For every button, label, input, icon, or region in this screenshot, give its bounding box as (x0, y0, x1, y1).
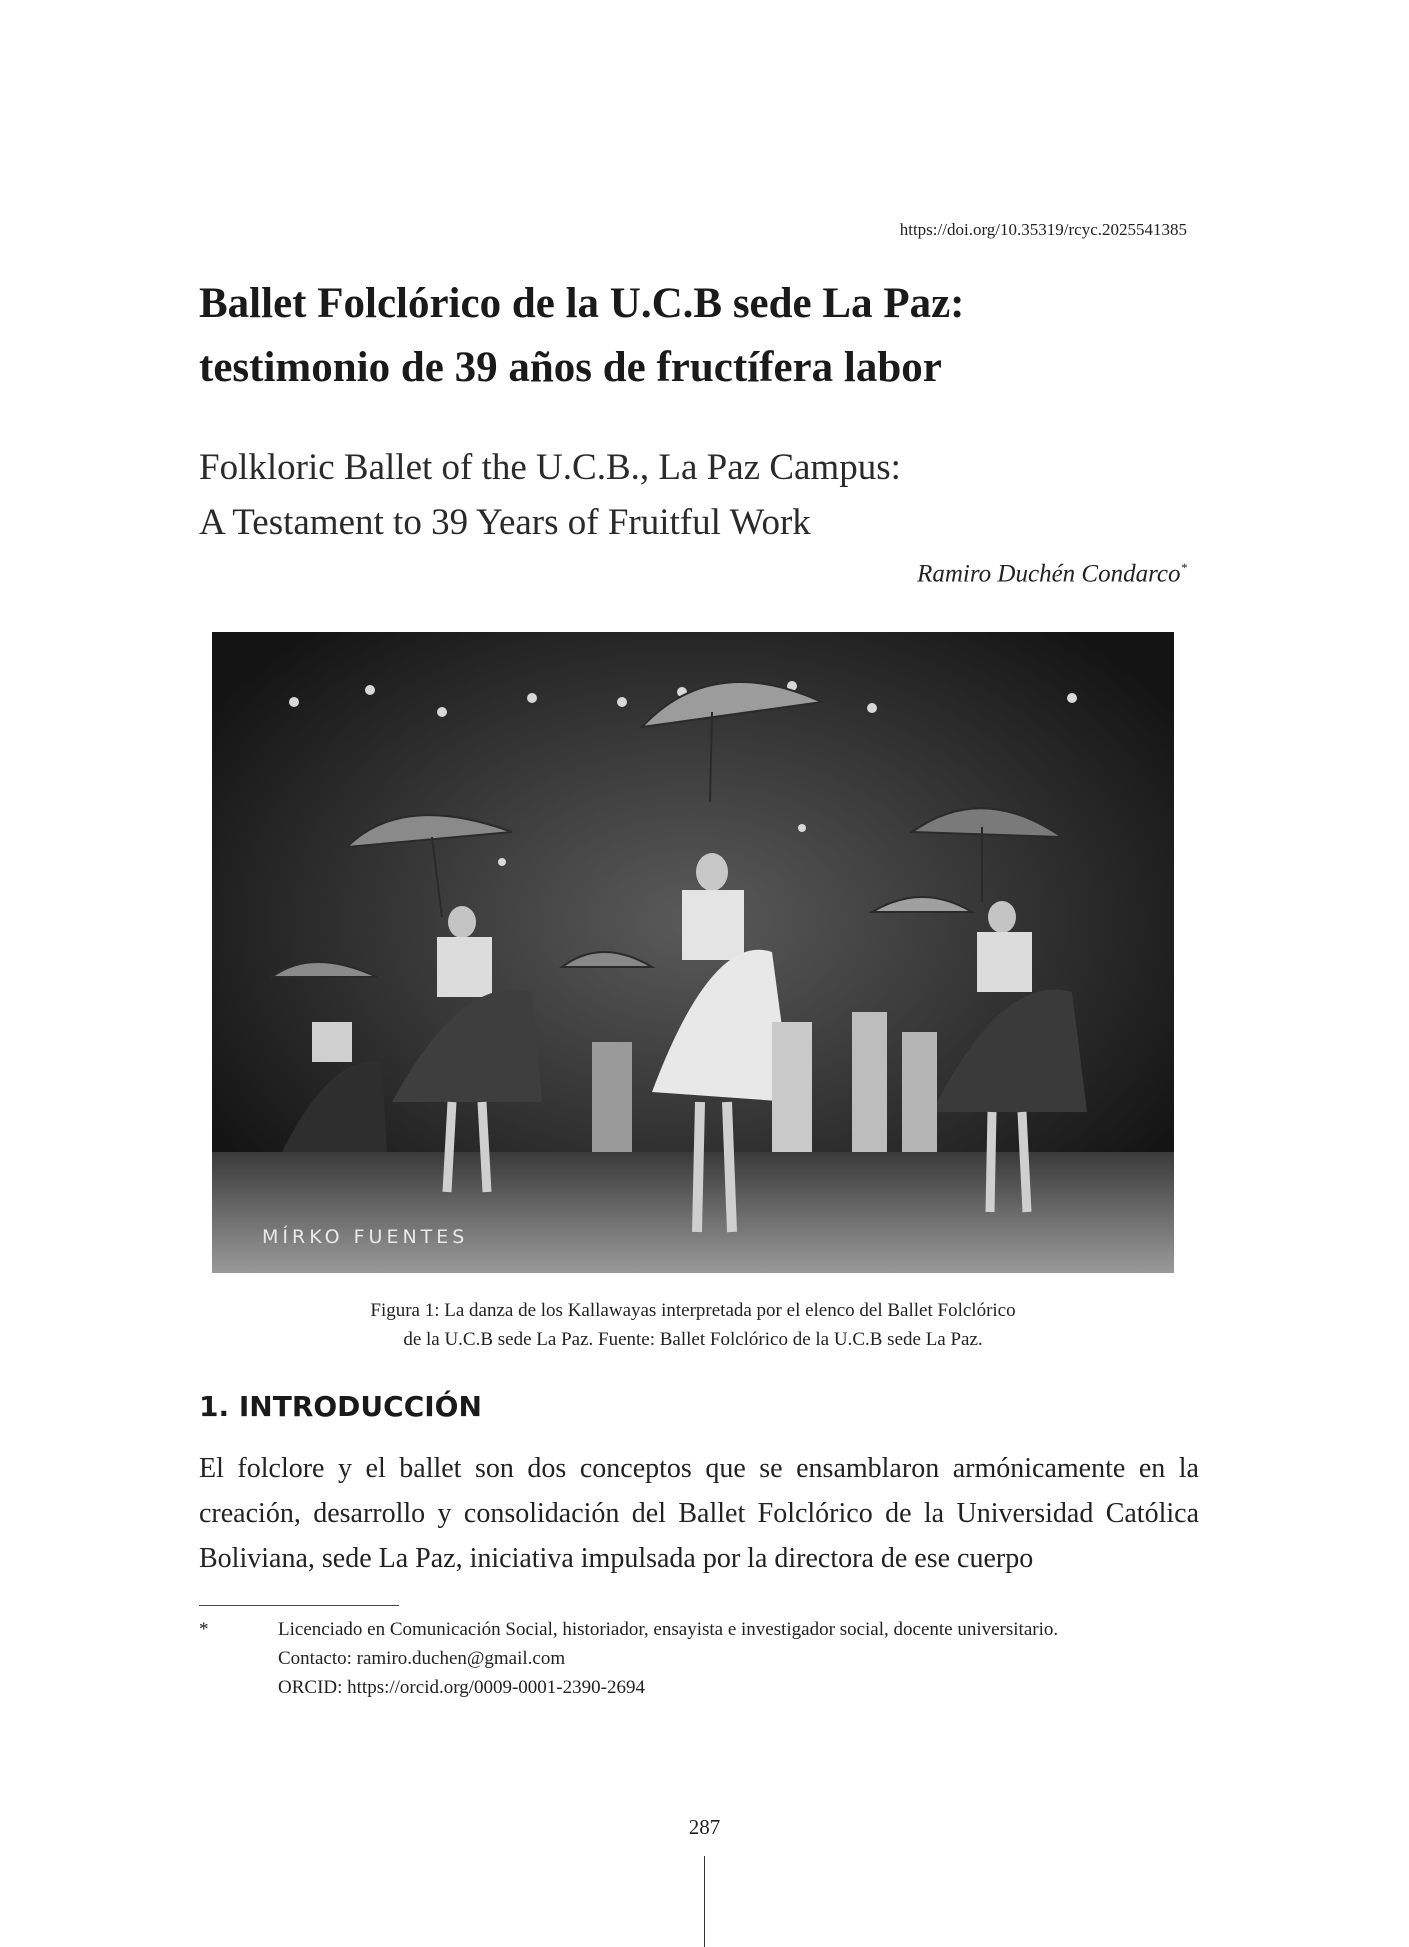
title-line-1: Ballet Folclórico de la U.C.B sede La Paz: (199, 280, 965, 327)
footnote-orcid[interactable]: ORCID: https://orcid.org/0009-0001-2390-2694 (278, 1677, 645, 1698)
author-footnote-mark[interactable]: * (1180, 560, 1187, 575)
article-title (199, 272, 1209, 400)
page-center-rule (704, 1856, 705, 1947)
page-number: 287 (688, 1815, 721, 1839)
footnote-contact[interactable]: Contacto: ramiro.duchen@gmail.com (278, 1648, 566, 1669)
doi-link[interactable]: https://doi.org/10.35319/rcyc.2025541385 (899, 220, 1187, 239)
body-paragraph: El folclore y el ballet son dos conceptos que se ensamblaron armónicamente en la creación, desarrollo y consolidación del Ballet Folclórico de la Universidad Católica Boliviana, sede La Paz, iniciativa impulsada por la directora de ese cuerpo (199, 1453, 1199, 1574)
author-byline (917, 560, 1187, 588)
figure-caption (212, 1296, 1174, 1354)
subtitle-line-2: A Testament to 39 Years of Fruitful Work (199, 502, 811, 543)
caption-line-2: de la U.C.B sede La Paz. Fuente: Ballet Folclórico de la U.C.B sede La Paz. (403, 1329, 983, 1350)
photo-credit-watermark: MÍRKO FUENTES (262, 1226, 469, 1248)
subtitle-line-1: Folkloric Ballet of the U.C.B., La Paz Campus: (199, 447, 901, 488)
article-subtitle (199, 440, 1209, 550)
caption-line-1: Figura 1: La danza de los Kallawayas interpretada por el elenco del Ballet Folclórico (370, 1300, 1016, 1321)
footnote (199, 1615, 1199, 1702)
author-name: Ramiro Duchén Condarco (917, 560, 1181, 588)
figure-photo (212, 632, 1174, 1273)
footnote-text: Licenciado en Comunicación Social, historiador, ensayista e investigador social, docente universitario. (278, 1619, 1059, 1640)
footnote-divider (199, 1605, 399, 1606)
footnote-mark: * (199, 1619, 209, 1640)
title-line-2: testimonio de 39 años de fructífera labor (199, 344, 942, 391)
dancers-photo-illustration (212, 632, 1174, 1273)
footnote-body (278, 1615, 1199, 1702)
section-heading: 1. INTRODUCCIÓN (199, 1390, 482, 1423)
